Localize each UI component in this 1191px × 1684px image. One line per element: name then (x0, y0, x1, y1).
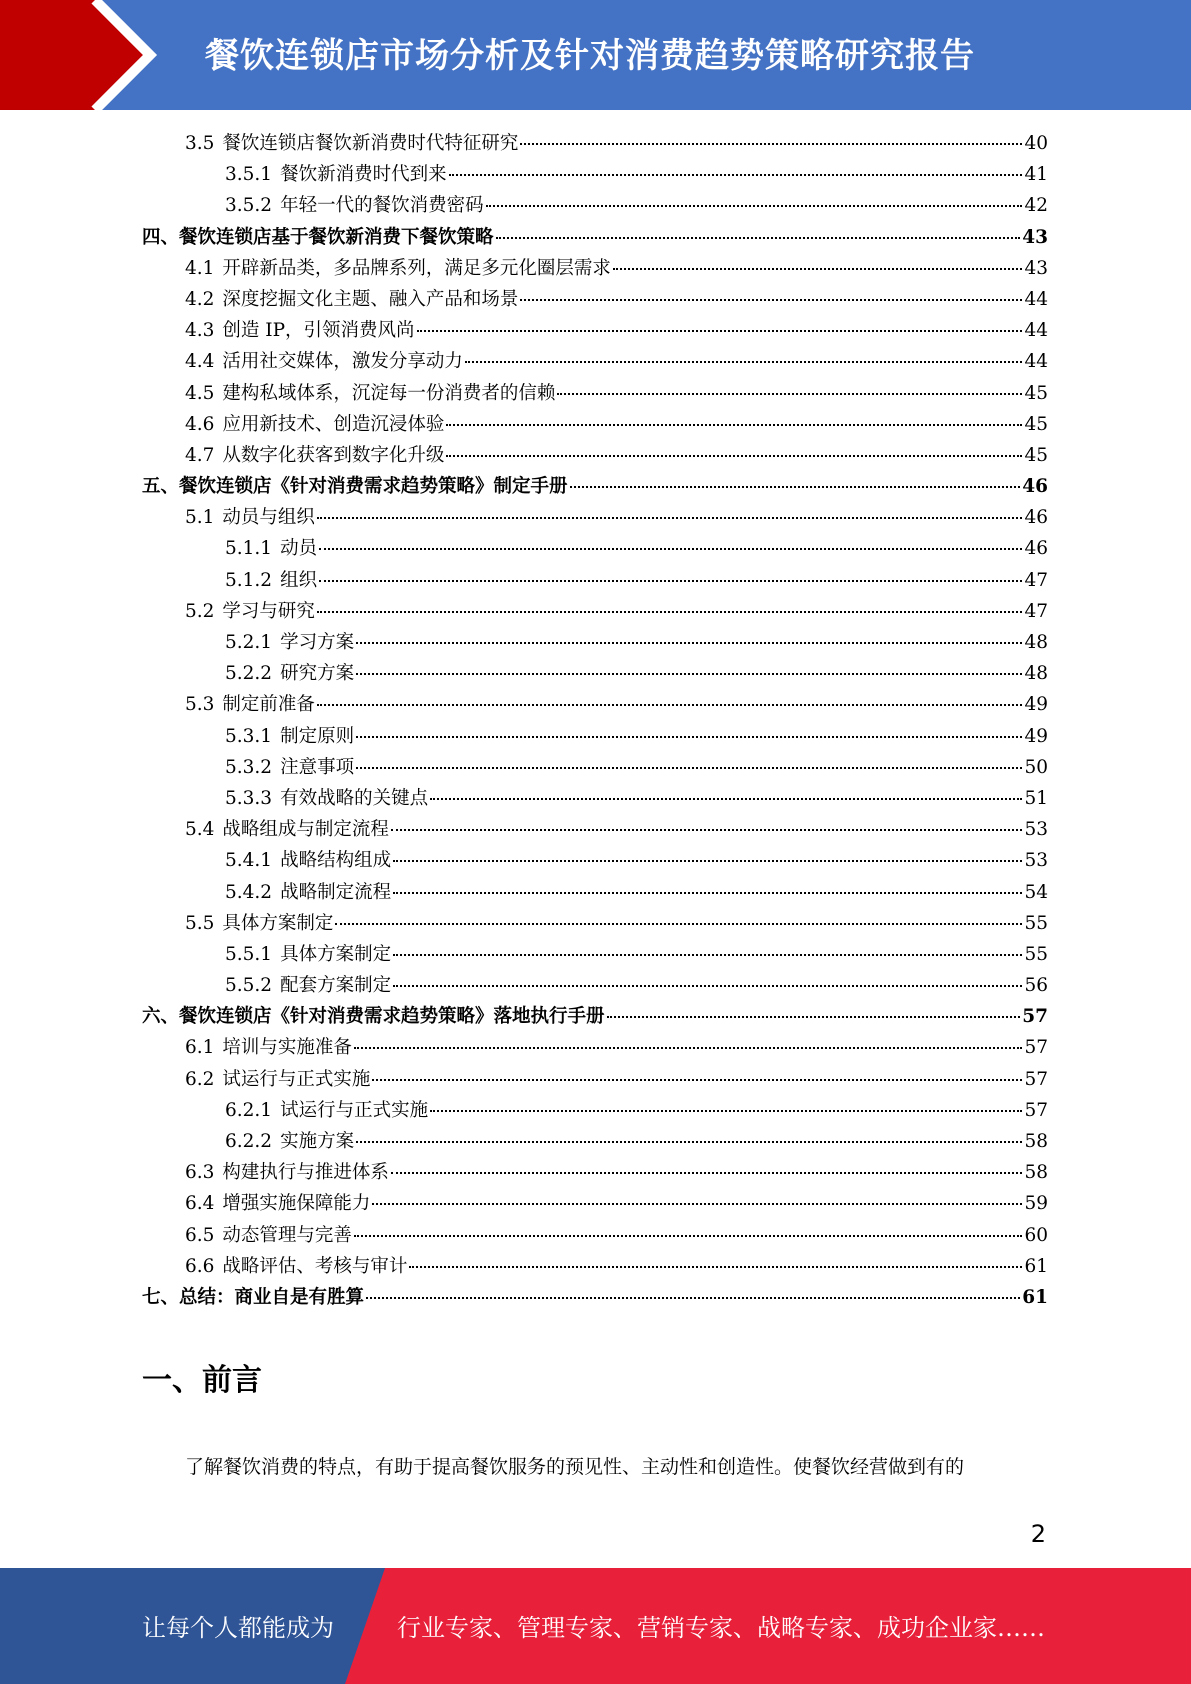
toc-entry-number: 6.2.2 (225, 1131, 273, 1152)
toc-entry-title: 创造 IP，引领消费风尚 (222, 320, 415, 342)
toc-entry-number: 5.4.1 (225, 850, 273, 872)
toc-entry-page: 49 (1024, 694, 1048, 716)
toc-entry[interactable] (142, 1126, 1048, 1157)
toc-entry-title: 餐饮连锁店餐饮新消费时代特征研究 (222, 133, 519, 154)
footer-slogan-left: 让每个人都能成为 (142, 1614, 334, 1642)
toc-entry-page: 44 (1024, 351, 1048, 373)
toc-dot-leader (356, 1141, 1022, 1143)
toc-entry-number: 5.1 (185, 507, 215, 529)
toc-entry-page: 44 (1024, 320, 1048, 342)
toc-entry[interactable] (142, 1157, 1048, 1188)
toc-dot-leader (496, 237, 1021, 239)
toc-entry[interactable] (142, 284, 1048, 315)
toc-dot-leader (449, 174, 1023, 176)
toc-entry-title: 构建执行与推进体系 (222, 1162, 389, 1184)
toc-entry-title: 五、餐饮连锁店《针对消费需求趋势策略》制定手册 (142, 476, 568, 498)
page-number: 2 (1030, 1520, 1046, 1548)
toc-entry[interactable] (142, 689, 1048, 720)
toc-entry-number: 5.3.2 (225, 756, 273, 778)
toc-dot-leader (417, 330, 1023, 332)
toc-entry-number: 3.5 (185, 133, 215, 154)
toc-entry-page: 51 (1024, 787, 1048, 809)
toc-entry-page: 48 (1024, 632, 1048, 653)
toc-entry-number: 5.3 (185, 694, 215, 716)
toc-entry-page: 44 (1024, 288, 1048, 310)
toc-entry[interactable] (142, 253, 1048, 284)
toc-entry[interactable] (142, 596, 1048, 627)
toc-entry-title: 六、餐饮连锁店《针对消费需求趋势策略》落地执行手册 (142, 1006, 605, 1028)
toc-entry-number: 4.6 (185, 413, 215, 435)
section-title: 一、前言 (142, 1363, 262, 1398)
toc-entry[interactable] (142, 1251, 1048, 1282)
toc-entry-title: 动态管理与完善 (222, 1224, 352, 1246)
toc-entry-title: 学习与研究 (222, 600, 315, 622)
toc-dot-leader (356, 642, 1022, 644)
toc-entry-number: 4.2 (185, 288, 215, 310)
toc-entry[interactable] (142, 877, 1048, 908)
toc-entry-number: 5.5.2 (225, 975, 273, 997)
toc-entry-page: 45 (1024, 382, 1048, 404)
toc-dot-leader (486, 205, 1023, 207)
toc-entry-title: 应用新技术、创造沉浸体验 (222, 413, 445, 435)
toc-entry-page: 57 (1024, 1037, 1048, 1059)
toc-dot-leader (317, 611, 1023, 613)
toc-entry-title: 注意事项 (280, 756, 355, 778)
toc-entry[interactable] (142, 752, 1048, 783)
toc-dot-leader (570, 486, 1021, 488)
toc-entry-page: 48 (1024, 663, 1048, 685)
toc-entry[interactable] (142, 159, 1048, 190)
toc-entry[interactable] (142, 1220, 1048, 1251)
toc-entry-number: 5.4.2 (225, 881, 273, 903)
toc-entry-title: 学习方案 (280, 632, 355, 653)
toc-dot-leader (393, 860, 1022, 862)
toc-entry[interactable] (142, 627, 1048, 658)
toc-entry-number: 4.7 (185, 444, 215, 466)
toc-entry-page: 47 (1024, 600, 1048, 622)
toc-entry-number: 3.5.2 (225, 195, 273, 217)
header-arrow-decoration (0, 0, 160, 110)
toc-entry-title: 组织 (280, 569, 318, 591)
toc-dot-leader (446, 424, 1022, 426)
toc-entry-title: 从数字化获客到数字化升级 (222, 444, 445, 466)
toc-entry-title: 深度挖掘文化主题、融入产品和场景 (222, 288, 519, 310)
toc-entry-number: 5.3.1 (225, 725, 273, 747)
toc-entry-page: 55 (1024, 912, 1048, 934)
toc-entry-number: 5.4 (185, 819, 215, 841)
toc-dot-leader (356, 767, 1022, 769)
toc-entry-page: 42 (1024, 195, 1048, 217)
toc-entry-title: 开辟新品类，多品牌系列，满足多元化圈层需求 (222, 257, 611, 279)
toc-entry-title: 制定原则 (280, 725, 355, 747)
toc-entry[interactable] (142, 190, 1048, 221)
toc-dot-leader (393, 892, 1022, 894)
header-banner (0, 0, 1191, 110)
toc-entry[interactable] (142, 1032, 1048, 1063)
toc-entry-page: 43 (1022, 226, 1048, 248)
toc-entry-number: 6.6 (185, 1255, 215, 1277)
toc-dot-leader (319, 548, 1022, 550)
toc-entry[interactable] (142, 1095, 1048, 1126)
toc-entry-title: 试运行与正式实施 (222, 1068, 371, 1090)
toc-dot-leader (366, 1297, 1020, 1299)
toc-entry-page: 46 (1024, 538, 1048, 560)
toc-entry-title: 制定前准备 (222, 694, 315, 716)
toc-entry-number: 4.5 (185, 382, 215, 404)
toc-dot-leader (354, 1047, 1023, 1049)
toc-entry[interactable] (142, 939, 1048, 970)
toc-entry[interactable] (142, 1282, 1048, 1313)
toc-entry-page: 58 (1024, 1162, 1048, 1184)
toc-entry-title: 年轻一代的餐饮消费密码 (280, 195, 484, 217)
toc-entry-page: 57 (1022, 1006, 1048, 1028)
toc-entry[interactable] (142, 471, 1048, 502)
toc-entry-title: 实施方案 (280, 1131, 355, 1152)
toc-dot-leader (446, 455, 1022, 457)
toc-dot-leader (430, 798, 1022, 800)
toc-entry-title: 四、餐饮连锁店基于餐饮新消费下餐饮策略 (142, 226, 494, 248)
toc-entry-title: 研究方案 (280, 663, 355, 685)
toc-entry-title: 战略评估、考核与审计 (222, 1255, 408, 1277)
toc-dot-leader (372, 1079, 1022, 1081)
toc-dot-leader (607, 1016, 1021, 1018)
toc-entry-number: 6.5 (185, 1224, 215, 1246)
toc-entry-page: 45 (1024, 444, 1048, 466)
toc-entry-page: 60 (1024, 1224, 1048, 1246)
toc-dot-leader (391, 829, 1023, 831)
toc-entry-title: 活用社交媒体，激发分享动力 (222, 351, 463, 373)
toc-entry-page: 57 (1024, 1068, 1048, 1090)
toc-dot-leader (335, 923, 1022, 925)
toc-entry-number: 5.1.2 (225, 569, 273, 591)
toc-entry[interactable] (142, 1064, 1048, 1095)
toc-entry-page: 40 (1024, 133, 1048, 154)
toc-dot-leader (356, 673, 1022, 675)
toc-entry-title: 动员 (280, 538, 318, 560)
toc-dot-leader (317, 704, 1023, 706)
toc-entry[interactable] (142, 346, 1048, 377)
toc-entry[interactable] (142, 565, 1048, 596)
toc-entry[interactable] (142, 845, 1048, 876)
toc-entry[interactable] (142, 783, 1048, 814)
toc-entry-title: 战略组成与制定流程 (222, 819, 389, 841)
toc-entry-page: 58 (1024, 1131, 1048, 1152)
toc-dot-leader (430, 1110, 1022, 1112)
toc-entry[interactable] (142, 502, 1048, 533)
toc-entry[interactable] (142, 440, 1048, 471)
toc-dot-leader (393, 985, 1022, 987)
toc-entry-page: 57 (1024, 1099, 1048, 1121)
toc-entry[interactable] (142, 222, 1048, 253)
toc-entry-number: 4.4 (185, 351, 215, 373)
toc-entry-page: 47 (1024, 569, 1048, 591)
toc-dot-leader (317, 517, 1023, 519)
toc-entry-page: 46 (1022, 476, 1048, 498)
footer-banner (0, 1568, 1191, 1684)
toc-entry-page: 46 (1024, 507, 1048, 529)
toc-dot-leader (520, 143, 1022, 145)
toc-entry-page: 49 (1024, 725, 1048, 747)
toc-entry-number: 4.1 (185, 257, 215, 279)
toc-entry-page: 56 (1024, 975, 1048, 997)
toc-entry[interactable] (142, 533, 1048, 564)
toc-entry-number: 6.3 (185, 1162, 215, 1184)
toc-entry[interactable] (142, 908, 1048, 939)
toc-entry[interactable] (142, 409, 1048, 440)
toc-entry-page: 41 (1024, 164, 1048, 186)
toc-dot-leader (356, 736, 1022, 738)
toc-entry-number: 5.2.1 (225, 632, 273, 653)
toc-entry[interactable] (142, 658, 1048, 689)
toc-dot-leader (465, 361, 1023, 363)
toc-entry-title: 试运行与正式实施 (280, 1099, 429, 1121)
toc-entry-number: 5.1.1 (225, 538, 273, 560)
toc-entry-title: 建构私域体系，沉淀每一份消费者的信赖 (222, 382, 556, 404)
toc-dot-leader (372, 1203, 1022, 1205)
toc-entry-page: 59 (1024, 1193, 1048, 1215)
toc-entry-number: 6.2 (185, 1068, 215, 1090)
toc-entry-number: 6.2.1 (225, 1099, 273, 1121)
toc-dot-leader (613, 268, 1023, 270)
toc-entry-title: 动员与组织 (222, 507, 315, 529)
toc-dot-leader (520, 299, 1022, 301)
toc-entry-title: 具体方案制定 (222, 912, 334, 934)
table-of-contents (142, 128, 1048, 1313)
toc-entry-number: 6.1 (185, 1037, 215, 1059)
toc-entry-page: 43 (1024, 257, 1048, 279)
toc-dot-leader (391, 1172, 1023, 1174)
toc-entry-title: 具体方案制定 (280, 943, 392, 965)
toc-entry-number: 4.3 (185, 320, 215, 342)
toc-entry-number: 5.2 (185, 600, 215, 622)
toc-entry-title: 战略制定流程 (280, 881, 392, 903)
toc-entry[interactable] (142, 1001, 1048, 1032)
body-paragraph: 了解餐饮消费的特点，有助于提高餐饮服务的预见性、主动性和创造性。使餐饮经营做到有的 (185, 1456, 965, 1478)
toc-entry-number: 5.2.2 (225, 663, 273, 685)
toc-entry-title: 增强实施保障能力 (222, 1193, 371, 1215)
toc-entry-page: 54 (1024, 881, 1048, 903)
toc-dot-leader (557, 393, 1022, 395)
toc-entry-title: 餐饮新消费时代到来 (280, 164, 447, 186)
toc-entry[interactable] (142, 970, 1048, 1001)
toc-dot-leader (393, 954, 1022, 956)
toc-entry-title: 七、总结：商业自是有胜算 (142, 1286, 365, 1308)
toc-entry-number: 5.5 (185, 912, 215, 934)
toc-entry-number: 5.3.3 (225, 787, 273, 809)
toc-entry[interactable] (142, 1188, 1048, 1219)
footer-slogan-right: 行业专家、管理专家、营销专家、战略专家、成功企业家…… (397, 1614, 1045, 1642)
toc-entry-page: 61 (1024, 1255, 1048, 1277)
toc-entry-page: 50 (1024, 756, 1048, 778)
toc-dot-leader (409, 1266, 1022, 1268)
toc-dot-leader (354, 1235, 1023, 1237)
toc-entry-page: 53 (1024, 850, 1048, 872)
toc-entry-title: 战略结构组成 (280, 850, 392, 872)
toc-entry[interactable] (142, 128, 1048, 159)
toc-entry-title: 培训与实施准备 (222, 1037, 352, 1059)
toc-entry-number: 3.5.1 (225, 164, 273, 186)
toc-entry-page: 53 (1024, 819, 1048, 841)
toc-entry-page: 55 (1024, 943, 1048, 965)
toc-entry-title: 配套方案制定 (280, 975, 392, 997)
header-title: 餐饮连锁店市场分析及针对消费趋势策略研究报告 (205, 36, 975, 76)
toc-entry[interactable] (142, 378, 1048, 409)
toc-entry-number: 5.5.1 (225, 943, 273, 965)
toc-dot-leader (319, 580, 1022, 582)
toc-entry[interactable] (142, 721, 1048, 752)
toc-entry-page: 45 (1024, 413, 1048, 435)
toc-entry[interactable] (142, 315, 1048, 346)
toc-entry-title: 有效战略的关键点 (280, 787, 429, 809)
toc-entry[interactable] (142, 814, 1048, 845)
toc-entry-number: 6.4 (185, 1193, 215, 1215)
toc-entry-page: 61 (1022, 1286, 1048, 1308)
